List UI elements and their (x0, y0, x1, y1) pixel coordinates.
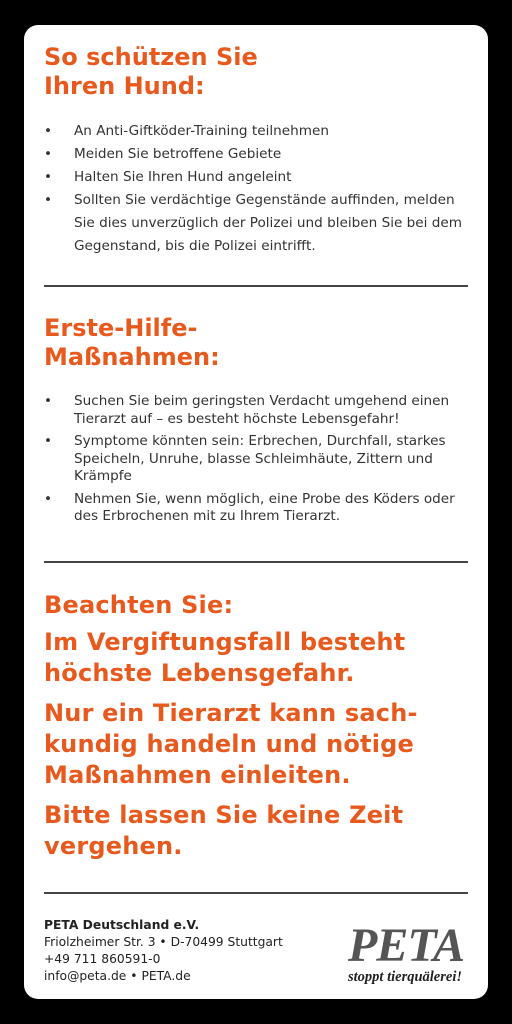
protect-list (24, 120, 464, 258)
list-item: • Meiden Sie betroffene Gebiete (24, 143, 464, 166)
warning-line: kundig handeln und nötige (44, 730, 415, 758)
warning-line: höchste Lebensgefahr. (44, 659, 355, 687)
heading-protect-dog (44, 43, 258, 101)
warning-time (44, 800, 403, 862)
heading-line: Maßnahmen: (44, 343, 220, 371)
logo-wordmark: PETA (348, 919, 465, 972)
first-aid-list (24, 393, 464, 531)
divider (44, 561, 468, 563)
phone: +49 711 860591-0 (44, 952, 161, 966)
address: Friolzheimer Str. 3 • D-70499 Stuttgart (44, 935, 283, 949)
list-item: • Nehmen Sie, wenn möglich, eine Probe des Köders oder des Erbrochenen mit zu Ihrem Tierarzt. (24, 491, 464, 526)
divider (44, 285, 468, 287)
list-item: • Sollten Sie verdächtige Gegenstände auffinden, melden Sie dies unverzüglich der Polizei und bleiben Sie bei dem Gegenstand, bis die Polizei eintrifft. (24, 189, 464, 258)
warning-line: Im Vergiftungsfall besteht (44, 628, 406, 656)
org-name: PETA Deutschland e.V. (44, 918, 200, 932)
heading-line: Ihren Hund: (44, 72, 205, 100)
logo-tagline: stoppt tierquälerei! (348, 969, 462, 985)
heading-note: Beachten Sie: (44, 591, 234, 619)
heading-first-aid (44, 314, 220, 372)
footer-contact (44, 917, 283, 985)
email-web: info@peta.de • PETA.de (44, 969, 191, 983)
heading-line: So schützen Sie (44, 43, 258, 71)
warning-line: Maßnahmen einleiten. (44, 761, 351, 789)
peta-logo (346, 915, 470, 987)
peta-logo-graphic (346, 915, 470, 987)
list-item: • Suchen Sie beim geringsten Verdacht umgehend einen Tierarzt auf – es besteht höchste Lebensgefahr! (24, 393, 464, 428)
warning-line: Nur ein Tierarzt kann sach- (44, 699, 418, 727)
heading-line: Erste-Hilfe- (44, 314, 198, 342)
divider (44, 892, 468, 894)
list-item: • Symptome könnten sein: Erbrechen, Durchfall, starkes Speicheln, Unruhe, blasse Schleimhäute, Zittern und Krämpfe (24, 433, 464, 486)
list-item: • Halten Sie Ihren Hund angeleint (24, 166, 464, 189)
flyer-card (24, 25, 488, 999)
list-item: • An Anti-Giftköder-Training teilnehmen (24, 120, 464, 143)
warning-line: vergehen. (44, 832, 183, 860)
warning-line: Bitte lassen Sie keine Zeit (44, 801, 404, 829)
warning-vet (44, 698, 418, 791)
warning-danger (44, 627, 405, 689)
